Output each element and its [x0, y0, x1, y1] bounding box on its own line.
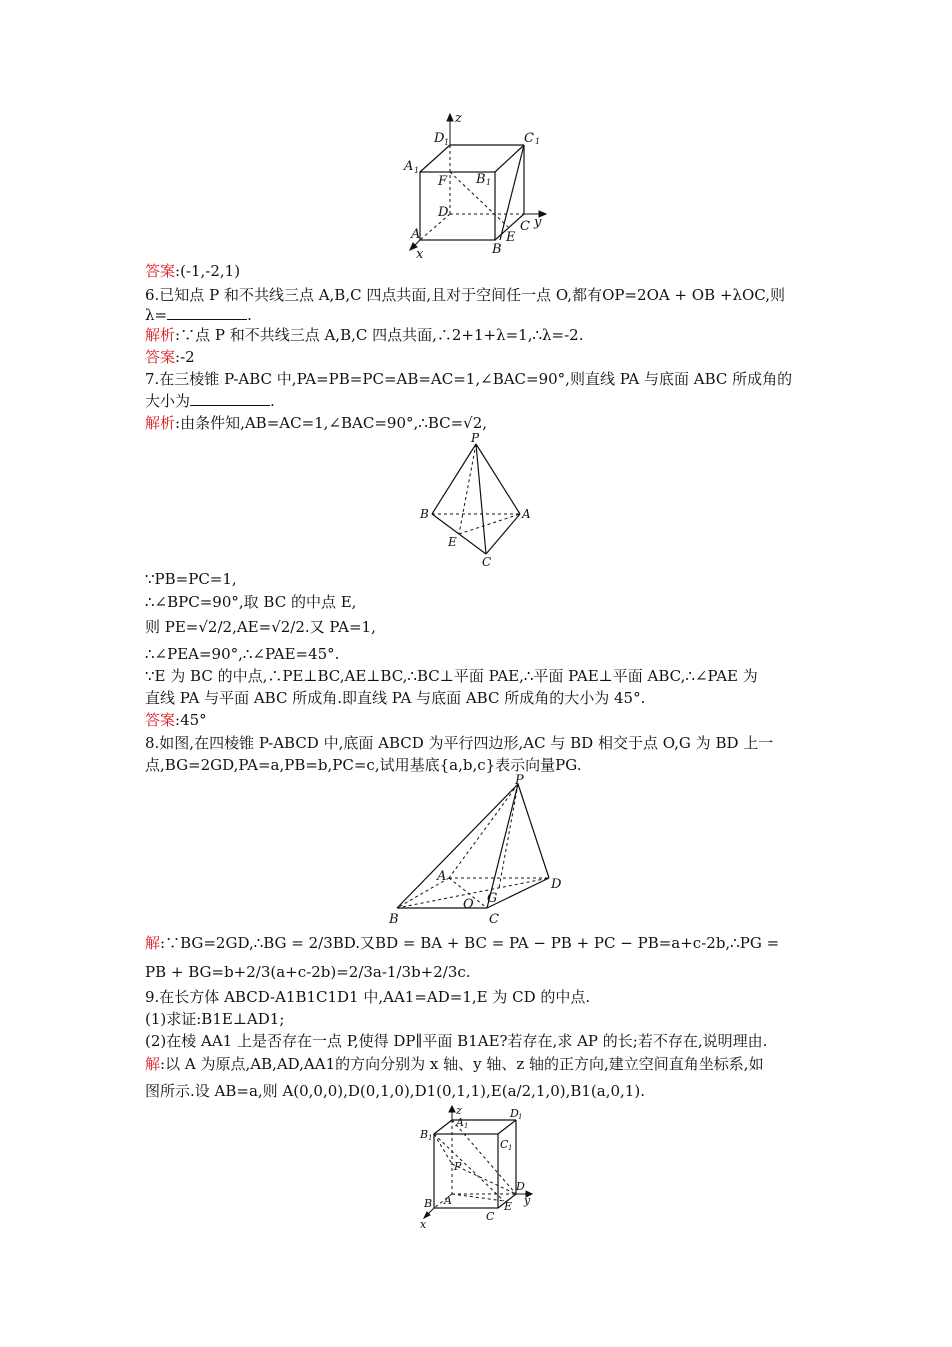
label-c: C [520, 219, 530, 234]
label-y: y [534, 215, 542, 230]
analysis-7-line-6: ∵E 为 BC 的中点,∴PE⊥BC,AE⊥BC,∴BC⊥平面 PAE,∴平面 PAE⊥平面 ABC,∴∠PAE 为 [145, 667, 758, 685]
answer-6: 答案:-2 [145, 348, 195, 366]
question-9-part-2: (2)在棱 AA1 上是否存在一点 P,使得 DP∥平面 B1AE?若存在,求 AP 的长;若不存在,说明理由. [145, 1032, 768, 1050]
label-d1: D [434, 131, 445, 146]
label-p: P [471, 432, 480, 445]
label-z: z [455, 112, 462, 126]
label-c: C [482, 555, 492, 569]
analysis-7-line-3: ∴∠BPC=90°,取 BC 的中点 E, [145, 593, 357, 611]
label-c1: C [500, 1138, 509, 1151]
label-y: y [524, 1194, 531, 1207]
label-a1-sub: 1 [464, 1122, 469, 1130]
question-8: 8.如图,在四棱锥 P-ABCD 中,底面 ABCD 为平行四边形,AC 与 BD 相交于点 O,G 为 BD 上一 [145, 734, 774, 752]
solution-8: 解:∵BG=2GD,∴BG = 2/3BD.又BD = BA + BC = PA − PB + PC − PB=a+c-2b,∴PG = [145, 934, 780, 952]
label-e: E [448, 535, 457, 549]
label-c1-sub: 1 [535, 137, 541, 146]
question-6-blank: λ= . [145, 306, 252, 324]
analysis-7: 解析:由条件知,AB=AC=1,∠BAC=90°,∴BC=√2, [145, 414, 488, 432]
label-a1: A [404, 159, 414, 174]
label-o: O [463, 897, 474, 912]
cube-figure-1 [398, 112, 558, 262]
answer-label: 答案 [145, 262, 176, 280]
label-d: D [438, 205, 449, 220]
label-a: A [522, 507, 531, 521]
label-z: z [456, 1104, 462, 1117]
label-a1: A [456, 1116, 464, 1129]
solution-9: 解:以 A 为原点,AB,AD,AA1的方向分别为 x 轴、y 轴、z 轴的正方向,建立空间直角坐标系,如 [145, 1055, 764, 1073]
label-b1-sub: 1 [428, 1134, 433, 1142]
cuboid-figure [412, 1104, 542, 1232]
label-d1-sub: 1 [444, 138, 450, 147]
label-a1-sub: 1 [414, 166, 420, 175]
label-a: A [411, 227, 421, 242]
label-a: A [437, 869, 447, 884]
label-c: C [489, 912, 499, 927]
label-f: F [438, 174, 448, 189]
analysis-7-line-5: ∴∠PEA=90°,∴∠PAE=45°. [145, 645, 340, 663]
label-b: B [492, 242, 502, 257]
label-b1: B [420, 1128, 429, 1141]
label-x: x [420, 1218, 427, 1231]
label-c1-sub: 1 [508, 1144, 513, 1152]
label-b: B [424, 1197, 433, 1210]
question-9: 9.在长方体 ABCD-A1B1C1D1 中,AA1=AD=1,E 为 CD 的中点. [145, 988, 591, 1006]
pyramid-figure [385, 772, 575, 928]
question-7: 7.在三棱锥 P-ABC 中,PA=PB=PC=AB=AC=1,∠BAC=90°,则直线 PA 与底面 ABC 所成角的 [145, 370, 793, 388]
analysis-6: 解析:∵点 P 和不共线三点 A,B,C 四点共面,∴2+1+λ=1,∴λ=-2. [145, 326, 584, 344]
analysis-7-line-4: 则 PE=√2/2,AE=√2/2.又 PA=1, [145, 618, 376, 636]
label-x: x [416, 247, 424, 262]
label-d: D [551, 877, 562, 892]
label-c1: C [524, 131, 534, 146]
question-7-blank: 大小为 . [145, 392, 275, 410]
solution-9-line-2: 图所示.设 AB=a,则 A(0,0,0),D(0,1,0),D1(0,1,1),E(a/2,1,0),B1(a,0,1). [145, 1082, 645, 1100]
analysis-7-line-7: 直线 PA 与平面 ABC 所成角.即直线 PA 与底面 ABC 所成角的大小为 45°. [145, 689, 646, 707]
answer-7: 答案:45° [145, 711, 207, 729]
label-e: E [504, 1200, 513, 1213]
label-b1: B [476, 172, 486, 187]
question-6: 6.已知点 P 和不共线三点 A,B,C 四点共面,且对于空间任一点 O,都有OP=2OA + OB +λOC,则 [145, 286, 785, 304]
label-b: B [420, 507, 429, 521]
analysis-7-line-2: ∵PB=PC=1, [145, 570, 237, 588]
label-d: D [516, 1180, 525, 1193]
question-8-line-2: 点,BG=2GD,PA=a,PB=b,PC=c,试用基底{a,b,c}表示向量PG. [145, 756, 582, 774]
label-c: C [486, 1210, 495, 1223]
label-p: P [454, 1160, 462, 1173]
label-g: G [487, 891, 498, 906]
solution-8-line-2: PB + BG=b+2/3(a+c-2b)=2/3a-1/3b+2/3c. [145, 963, 471, 981]
answer-text: :(-1,-2,1) [175, 262, 241, 280]
label-d1: D [510, 1107, 519, 1120]
label-b: B [389, 912, 399, 927]
question-9-part-1: (1)求证:B1E⊥AD1; [145, 1010, 285, 1028]
label-d1-sub: 1 [518, 1113, 523, 1121]
label-p: P [515, 773, 524, 788]
label-e: E [506, 230, 516, 245]
tetrahedron-figure [418, 432, 538, 572]
label-b1-sub: 1 [486, 178, 492, 187]
answer-line-5 [145, 262, 240, 280]
label-a: A [444, 1194, 452, 1207]
